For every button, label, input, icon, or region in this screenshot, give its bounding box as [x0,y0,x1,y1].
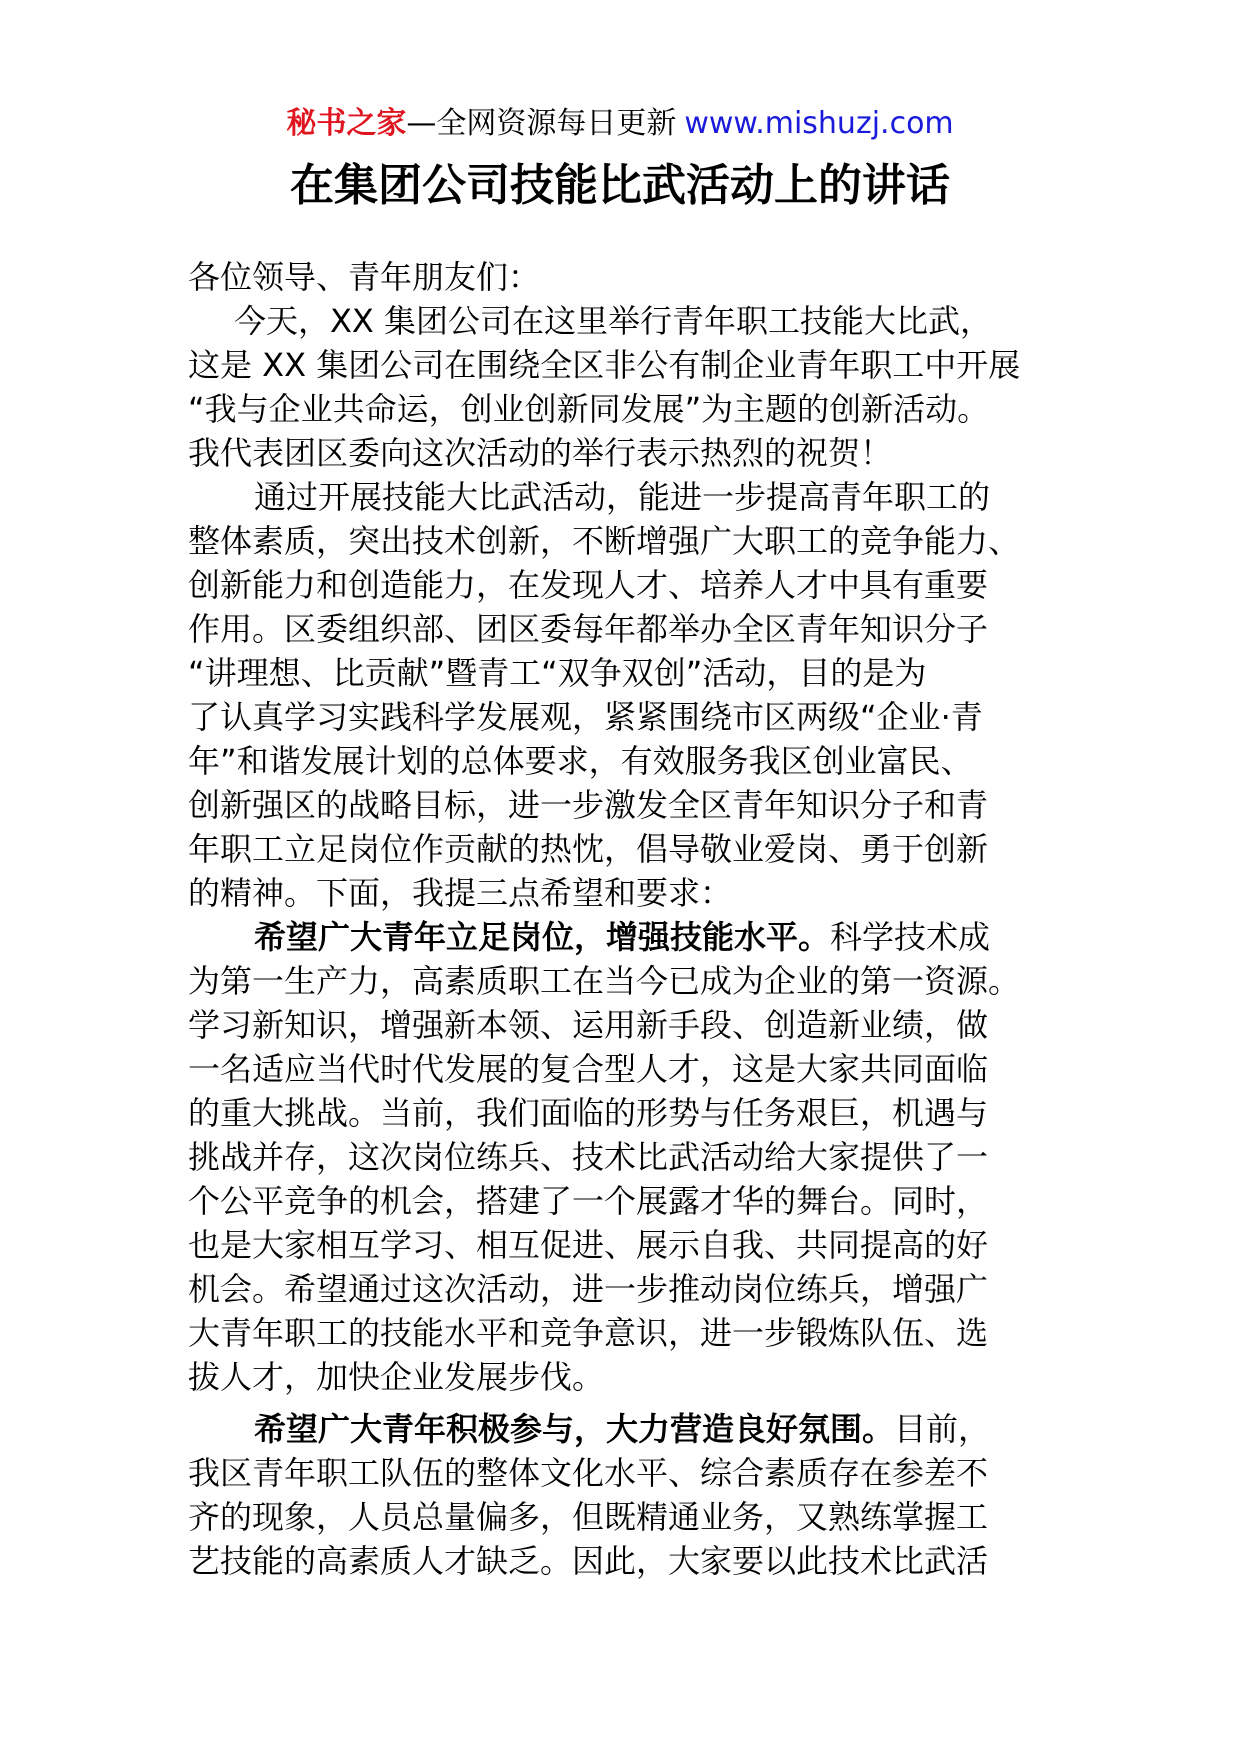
paragraph-2 [188,475,1068,915]
paragraph-line: 个公平竞争的机会，搭建了一个展露才华的舞台。同时， [188,1182,989,1220]
paragraph-line: 挑战并存，这次岗位练兵、技术比武活动给大家提供了一 [188,1138,989,1176]
paragraph-line: 作用。区委组织部、团区委每年都举办全区青年知识分子 [188,610,989,648]
paragraph-first-line [188,1407,1068,1451]
paragraph-line: 拔人才，加快企业发展步伐。 [188,1358,605,1396]
paragraph-text: 科学技术成 [830,918,991,956]
paragraph-line: 年”和谐发展计划的总体要求，有效服务我区创业富民、 [188,742,973,780]
paragraph-4 [188,1407,1068,1583]
paragraph-line: 了认真学习实践科学发展观，紧紧围绕市区两级“企业·青 [188,698,983,736]
section-heading: 希望广大青年积极参与，大力营造良好氛围。 [254,1410,895,1448]
salutation: 各位领导、青年朋友们： [188,258,541,296]
paragraph-line: 创新能力和创造能力，在发现人才、培养人才中具有重要 [188,566,989,604]
paragraph-line: 今天，XX 集团公司在这里举行青年职工技能大比武， [234,302,993,340]
speech-body [188,255,1068,1583]
paragraph-line: 整体素质，突出技术创新，不断增强广大职工的竞争能力、 [188,522,1021,560]
site-url-link[interactable]: www.mishuzj.com [684,106,954,141]
paragraph-text: 目前， [894,1410,991,1448]
paragraph-line: 通过开展技能大比武活动，能进一步提高青年职工的 [254,478,991,516]
paragraph-line: 齐的现象，人员总量偏多，但既精通业务，又熟练掌握工 [188,1498,989,1536]
section-heading: 希望广大青年立足岗位，增强技能水平。 [254,918,831,956]
paragraph-line: 一名适应当代时代发展的复合型人才，这是大家共同面临 [188,1050,989,1088]
paragraph-line: 的精神。下面，我提三点希望和要求： [188,874,733,912]
paragraph-line: “讲理想、比贡献”暨青工“双争双创”活动，目的是为 [188,654,927,692]
paragraph-line: 为第一生产力，高素质职工在当今已成为企业的第一资源。 [188,962,1021,1000]
paragraph-line: 创新强区的战略目标，进一步激发全区青年知识分子和青 [188,786,989,824]
paragraph-line: 大青年职工的技能水平和竞争意识，进一步锻炼队伍、选 [188,1314,989,1352]
paragraph-line: 我区青年职工队伍的整体文化水平、综合素质存在参差不 [188,1454,989,1492]
paragraph-1 [188,299,1068,475]
paragraph-first-line [188,915,1068,959]
header-tagline: —全网资源每日更新 [406,106,677,141]
paragraph-3 [188,915,1068,1399]
paragraph-line: 年职工立足岗位作贡献的热忱，倡导敬业爱岗、勇于创新 [188,830,989,868]
paragraph-line: 的重大挑战。当前，我们面临的形势与任务艰巨，机遇与 [188,1094,989,1132]
paragraph-line: 这是 XX 集团公司在围绕全区非公有制企业青年职工中开展 [188,346,1021,384]
paragraph-line: 学习新知识，增强新本领、运用新手段、创造新业绩，做 [188,1006,989,1044]
paragraph-line: 机会。希望通过这次活动，进一步推动岗位练兵，增强广 [188,1270,989,1308]
paragraph-line: “我与企业共命运，创业创新同发展”为主题的创新活动。 [188,390,990,428]
site-header [0,102,1240,146]
paragraph-line: 我代表团区委向这次活动的举行表示热烈的祝贺！ [188,434,893,472]
brand-name: 秘书之家 [286,106,407,141]
document-title: 在集团公司技能比武活动上的讲话 [290,160,950,211]
paragraph-line: 艺技能的高素质人才缺乏。因此，大家要以此技术比武活 [188,1542,989,1580]
paragraph-line: 也是大家相互学习、相互促进、展示自我、共同提高的好 [188,1226,989,1264]
